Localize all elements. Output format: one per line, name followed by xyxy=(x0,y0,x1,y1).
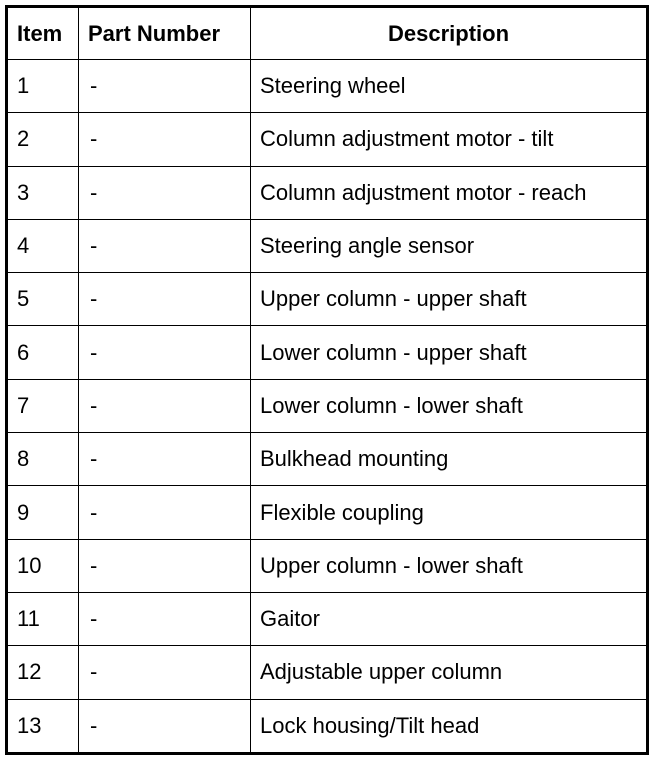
cell-part-number: - xyxy=(79,486,251,539)
cell-item: 13 xyxy=(7,699,79,753)
cell-part-number: - xyxy=(79,166,251,219)
cell-description: Column adjustment motor - reach xyxy=(251,166,648,219)
cell-description: Gaitor xyxy=(251,592,648,645)
table-row xyxy=(7,60,648,113)
cell-description: Upper column - upper shaft xyxy=(251,273,648,326)
cell-description: Lower column - upper shaft xyxy=(251,326,648,379)
table-row xyxy=(7,326,648,379)
cell-description: Flexible coupling xyxy=(251,486,648,539)
table-row xyxy=(7,273,648,326)
table-header xyxy=(7,7,648,60)
cell-part-number: - xyxy=(79,592,251,645)
cell-description: Steering angle sensor xyxy=(251,219,648,272)
cell-part-number: - xyxy=(79,379,251,432)
cell-item: 5 xyxy=(7,273,79,326)
cell-description: Lock housing/Tilt head xyxy=(251,699,648,753)
table-row xyxy=(7,592,648,645)
table-body xyxy=(7,60,648,754)
cell-part-number: - xyxy=(79,326,251,379)
table-row xyxy=(7,486,648,539)
cell-part-number: - xyxy=(79,646,251,699)
cell-part-number: - xyxy=(79,113,251,166)
cell-part-number: - xyxy=(79,539,251,592)
cell-part-number: - xyxy=(79,219,251,272)
cell-description: Steering wheel xyxy=(251,60,648,113)
cell-description: Lower column - lower shaft xyxy=(251,379,648,432)
cell-item: 7 xyxy=(7,379,79,432)
column-header-description: Description xyxy=(251,7,648,60)
cell-description: Upper column - lower shaft xyxy=(251,539,648,592)
cell-item: 11 xyxy=(7,592,79,645)
cell-description: Adjustable upper column xyxy=(251,646,648,699)
cell-item: 3 xyxy=(7,166,79,219)
parts-table xyxy=(5,5,649,755)
table-row xyxy=(7,433,648,486)
table-row xyxy=(7,219,648,272)
table-row xyxy=(7,699,648,753)
cell-part-number: - xyxy=(79,60,251,113)
table-row xyxy=(7,539,648,592)
cell-item: 6 xyxy=(7,326,79,379)
cell-part-number: - xyxy=(79,699,251,753)
table-row xyxy=(7,166,648,219)
cell-part-number: - xyxy=(79,433,251,486)
header-row xyxy=(7,7,648,60)
cell-item: 10 xyxy=(7,539,79,592)
cell-item: 1 xyxy=(7,60,79,113)
column-header-part-number: Part Number xyxy=(79,7,251,60)
cell-item: 9 xyxy=(7,486,79,539)
cell-item: 4 xyxy=(7,219,79,272)
cell-description: Bulkhead mounting xyxy=(251,433,648,486)
cell-description: Column adjustment motor - tilt xyxy=(251,113,648,166)
table-row xyxy=(7,646,648,699)
cell-item: 2 xyxy=(7,113,79,166)
cell-item: 8 xyxy=(7,433,79,486)
table-row xyxy=(7,113,648,166)
cell-part-number: - xyxy=(79,273,251,326)
table-row xyxy=(7,379,648,432)
cell-item: 12 xyxy=(7,646,79,699)
column-header-item: Item xyxy=(7,7,79,60)
